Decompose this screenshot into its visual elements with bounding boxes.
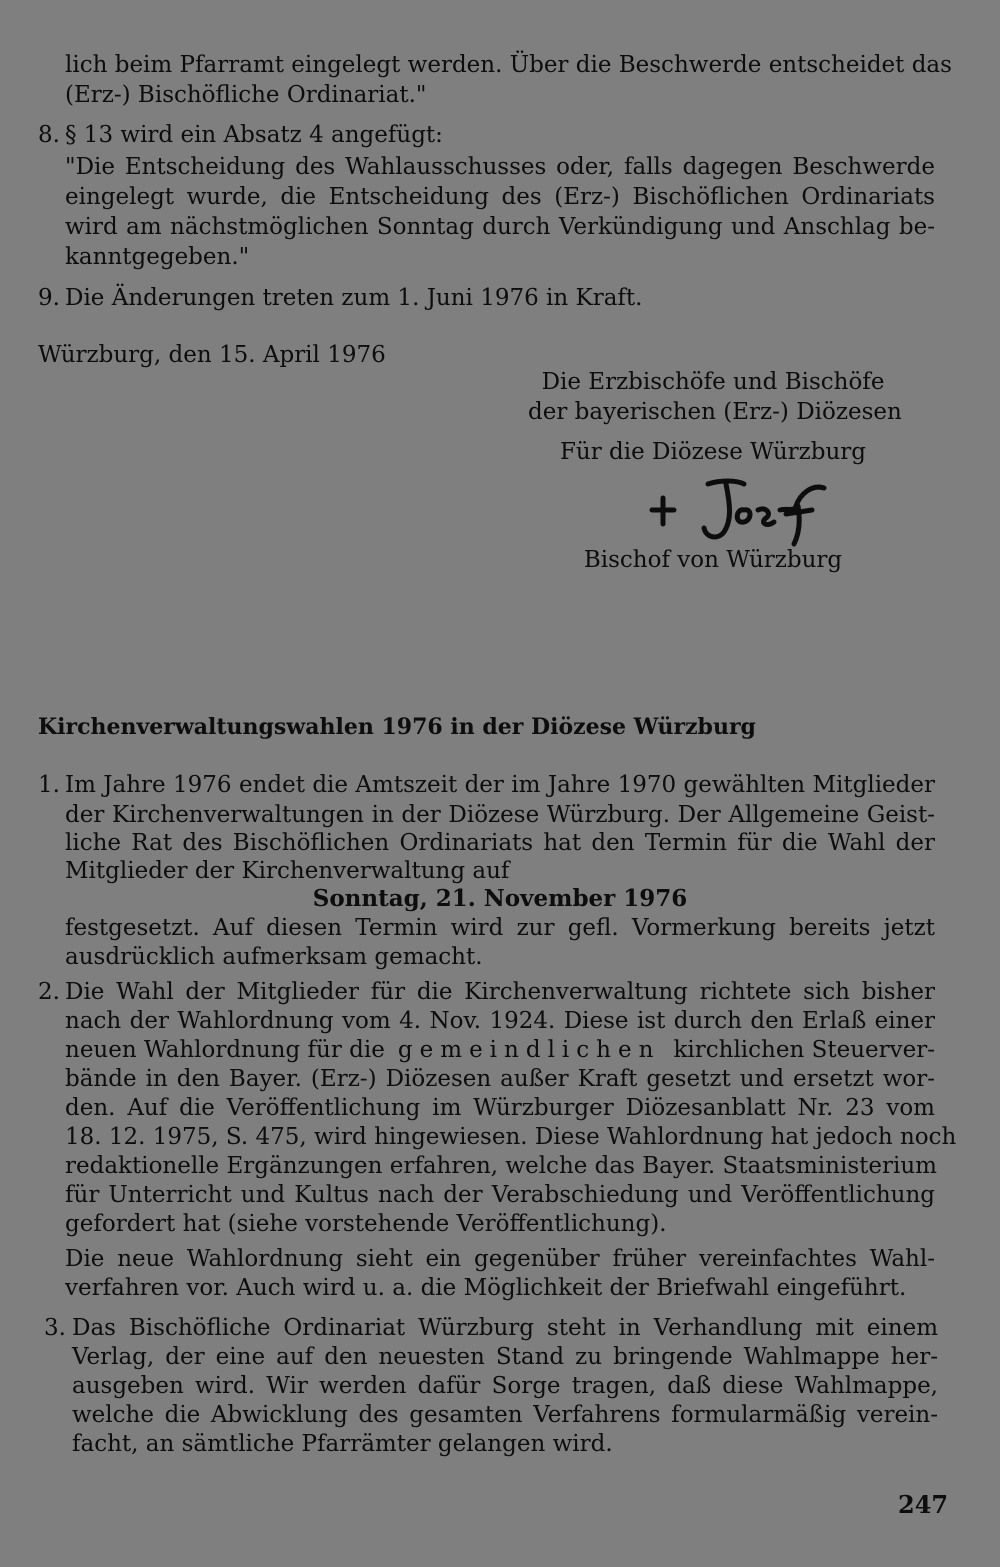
item-2-line: den. Auf die Veröffentlichung im Würzburger Diözesanblatt Nr. 23 vom — [65, 1095, 935, 1121]
item-2-paragraph-line: Die neue Wahlordnung sieht ein gegenüber früher vereinfachtes Wahl- — [65, 1246, 935, 1272]
item-8-line: eingelegt wurde, die Entscheidung des (Erz-) Bischöflichen Ordinariats — [65, 184, 935, 210]
election-date: Sonntag, 21. November 1976 — [312, 885, 688, 912]
item-3-line: Verlag, der eine auf den neuesten Stand zu bringende Wahlmappe her- — [72, 1344, 938, 1370]
item-1-line: festgesetzt. Auf diesen Termin wird zur gefl. Vormerkung bereits jetzt — [65, 915, 935, 941]
item-2-line: redaktionelle Ergänzungen erfahren, welche das Bayer. Staatsministerium — [65, 1153, 937, 1179]
emphasized-word: gemeindlichen — [397, 1037, 661, 1063]
item-9-text: Die Änderungen treten zum 1. Juni 1976 in Kraft. — [65, 285, 643, 311]
signatory-line-1: Die Erzbischöfe und Bischöfe — [541, 369, 885, 395]
item-3-number: 3. — [44, 1315, 66, 1341]
item-3-line: facht, an sämtliche Pfarrämter gelangen wird. — [72, 1431, 613, 1457]
item-1-line: der Kirchenverwaltungen in der Diözese Würzburg. Der Allgemeine Geist- — [65, 802, 935, 828]
page-number: 247 — [898, 1490, 949, 1519]
handwritten-signature — [640, 470, 840, 550]
item-9-number: 9. — [38, 285, 60, 311]
item-8-line: "Die Entscheidung des Wahlausschusses oder, falls dagegen Beschwerde — [65, 154, 935, 180]
item-2-line: für Unterricht und Kultus nach der Verabschiedung und Veröffentlichung — [65, 1182, 935, 1208]
section-heading: Kirchenverwaltungswahlen 1976 in der Diözese Würzburg — [38, 714, 756, 740]
item-8-line: wird am nächstmöglichen Sonntag durch Verkündigung und Anschlag be- — [65, 214, 935, 240]
dateline: Würzburg, den 15. April 1976 — [38, 342, 386, 368]
item-1-line: ausdrücklich aufmerksam gemacht. — [65, 944, 483, 970]
item-2-line: bände in den Bayer. (Erz-) Diözesen außer Kraft gesetzt und ersetzt wor- — [65, 1066, 935, 1092]
item-3-line: ausgeben wird. Wir werden dafür Sorge tragen, daß diese Wahlmappe, — [72, 1373, 938, 1399]
item-2-line: nach der Wahlordnung vom 4. Nov. 1924. Diese ist durch den Erlaß einer — [65, 1008, 935, 1034]
item-3-line: Das Bischöfliche Ordinariat Würzburg steht in Verhandlung mit einem — [72, 1315, 938, 1341]
item-2-line3-pre: neuen Wahlordnung für die — [65, 1037, 385, 1063]
item-3-line: welche die Abwicklung des gesamten Verfahrens formularmäßig verein- — [72, 1402, 938, 1428]
item-8-number: 8. — [38, 122, 60, 148]
signatory-title: Bischof von Würzburg — [583, 547, 843, 573]
continuation-line: (Erz-) Bischöfliche Ordinariat." — [65, 82, 427, 108]
item-2-number: 2. — [38, 979, 60, 1005]
signatory-line-3: Für die Diözese Würzburg — [559, 439, 867, 465]
item-8-line: § 13 wird ein Absatz 4 angefügt: — [65, 122, 443, 148]
item-2-line: Die Wahl der Mitglieder für die Kirchenverwaltung richtete sich bisher — [65, 979, 935, 1005]
item-2-line: gefordert hat (siehe vorstehende Veröffentlichung). — [65, 1211, 667, 1237]
signatory-line-2: der bayerischen (Erz-) Diözesen — [528, 399, 902, 425]
item-1-number: 1. — [38, 772, 60, 798]
continuation-line: lich beim Pfarramt eingelegt werden. Über die Beschwerde entscheidet das — [65, 52, 952, 78]
item-2-line: 18. 12. 1975, S. 475, wird hingewiesen. Diese Wahlordnung hat jedoch noch — [65, 1124, 957, 1150]
item-1-line: Im Jahre 1976 endet die Amtszeit der im Jahre 1970 gewählten Mitglieder — [65, 772, 935, 798]
item-2-line3-post: kirchlichen Steuerver- — [673, 1037, 935, 1063]
item-8-line: kanntgegeben." — [65, 244, 250, 270]
item-2-paragraph-line: verfahren vor. Auch wird u. a. die Möglichkeit der Briefwahl eingeführt. — [65, 1275, 907, 1301]
item-1-line: liche Rat des Bischöflichen Ordinariats hat den Termin für die Wahl der — [65, 830, 935, 856]
item-2-line — [65, 1035, 935, 1065]
item-1-line: Mitglieder der Kirchenverwaltung auf — [65, 858, 510, 884]
